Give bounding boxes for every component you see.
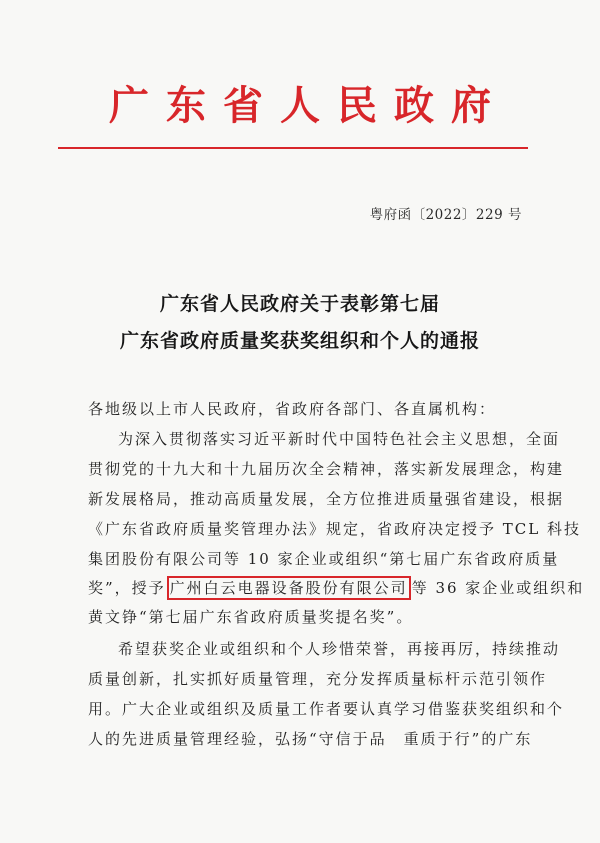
highlighted-company-name: 广州白云电器设备股份有限公司: [167, 576, 411, 600]
paragraph-1-line-2: 贯彻党的十九大和十九届历次全会精神，落实新发展理念，构建: [88, 460, 565, 478]
paragraph-1-line-3: 新发展格局，推动高质量发展，全方位推进质量强省建设，根据: [88, 490, 565, 508]
document-title-line-1: 广东省人民政府关于表彰第七届: [159, 293, 440, 315]
paragraph-2-line-1: 希望获奖企业或组织和个人珍惜荣誉，再接再厉，持续推动: [118, 640, 561, 658]
salutation: 各地级以上市人民政府，省政府各部门、各直属机构：: [88, 400, 497, 418]
paragraph-1-line-5: 集团股份有限公司等 10 家企业或组织“第七届广东省政府质量: [88, 550, 560, 568]
issuer-header: 广东省人民政府: [109, 82, 508, 129]
document-title-line-2: 广东省政府质量奖获奖组织和个人的通报: [119, 330, 480, 352]
paragraph-1-line-1: 为深入贯彻落实习近平新时代中国特色社会主义思想，全面: [118, 430, 561, 448]
paragraph-1-line-6: [88, 576, 584, 600]
paragraph-1-line-4: 《广东省政府质量奖管理办法》规定，省政府决定授予 TCL 科技: [88, 520, 581, 538]
paragraph-1-line-6-start: 奖”，授予: [88, 579, 166, 597]
paragraph-2-line-2: 质量创新，扎实抓好质量管理，充分发挥质量标杆示范引领作: [88, 670, 548, 688]
red-divider-rule: [58, 147, 528, 149]
document-number: 粤府函〔2022〕229 号: [369, 207, 522, 223]
paragraph-2-line-3: 用。广大企业或组织及质量工作者要认真学习借鉴获奖组织和个: [88, 700, 565, 718]
paragraph-1-line-7: 黄文铮“第七届广东省政府质量奖提名奖”。: [88, 608, 414, 626]
paragraph-1-line-6-end: 等 36 家企业或组织和: [411, 579, 585, 597]
paragraph-2-line-4: 人的先进质量管理经验，弘扬“守信于品 重质于行”的广东: [88, 730, 533, 748]
